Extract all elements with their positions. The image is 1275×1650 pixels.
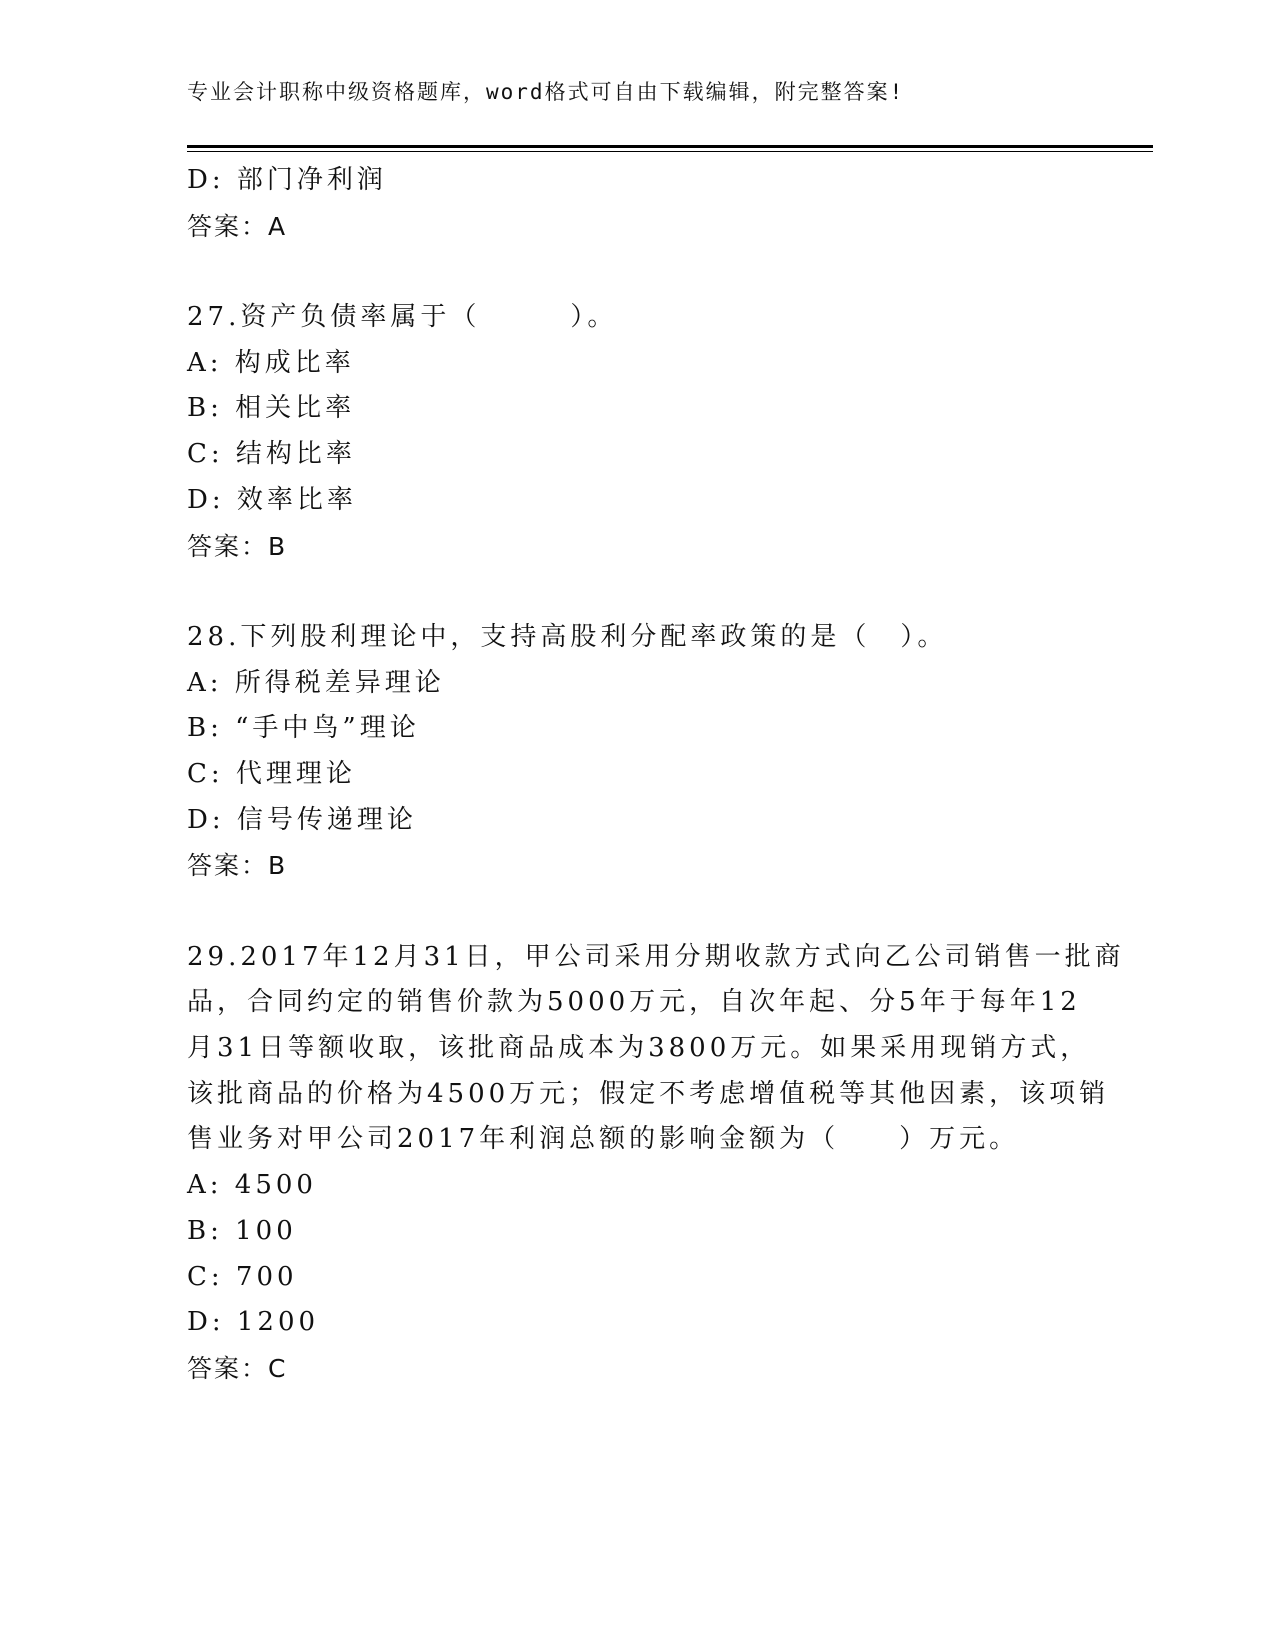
header-rule-thick [187,145,1153,148]
option-a: A: 所得税差异理论 [187,667,445,698]
answer: 答案：B [187,851,288,881]
question-stem-line: 该批商品的价格为4500万元；假定不考虑增值税等其他因素，该项销 [187,1078,1110,1109]
question-stem-line: 月31日等额收取，该批商品成本为3800万元。如果采用现销方式， [187,1033,1091,1064]
question-stem: 28.下列股利理论中，支持高股利分配率政策的是（ ）。 [187,621,948,652]
answer: 答案：A [187,211,288,241]
option-d: D: 效率比率 [187,484,357,515]
question-stem: 27.资产负债率属于（ ）。 [187,302,618,333]
answer: 答案：C [187,1353,288,1383]
question-29 [187,935,1125,1392]
option-a: A: 构成比率 [187,347,355,378]
document-header: 专业会计职称中级资格题库，word格式可自由下载编辑，附完整答案! [187,80,905,104]
option-c: C: 结构比率 [187,439,356,470]
option-d: D: 1200 [187,1307,320,1338]
document-body [187,158,1125,1392]
spacer [187,249,1087,295]
option-a: A: 4500 [187,1170,317,1201]
question-stem-line: 售业务对甲公司2017年利润总额的影响金额为（ ）万元。 [187,1124,1020,1155]
question-27 [187,295,1087,569]
question-stem-line: 品，合同约定的销售价款为5000万元，自次年起、分5年于每年12 [187,987,1081,1018]
option-c: C: 700 [187,1261,298,1292]
option-b: B: 100 [187,1215,297,1246]
answer: 答案：B [187,531,288,561]
option-c: C: 代理理论 [187,758,356,789]
question-28 [187,615,1087,889]
option-d: D: 信号传递理论 [187,804,417,835]
option-d: D: 部门净利润 [187,165,387,195]
header-rule-thin [187,151,1153,152]
spacer [187,569,1087,615]
option-b: B: 相关比率 [187,393,356,424]
question-stem-line: 29.2017年12月31日，甲公司采用分期收款方式向乙公司销售一批商 [187,941,1125,972]
spacer [187,889,1087,935]
option-b: B: “手中鸟”理论 [187,713,420,744]
